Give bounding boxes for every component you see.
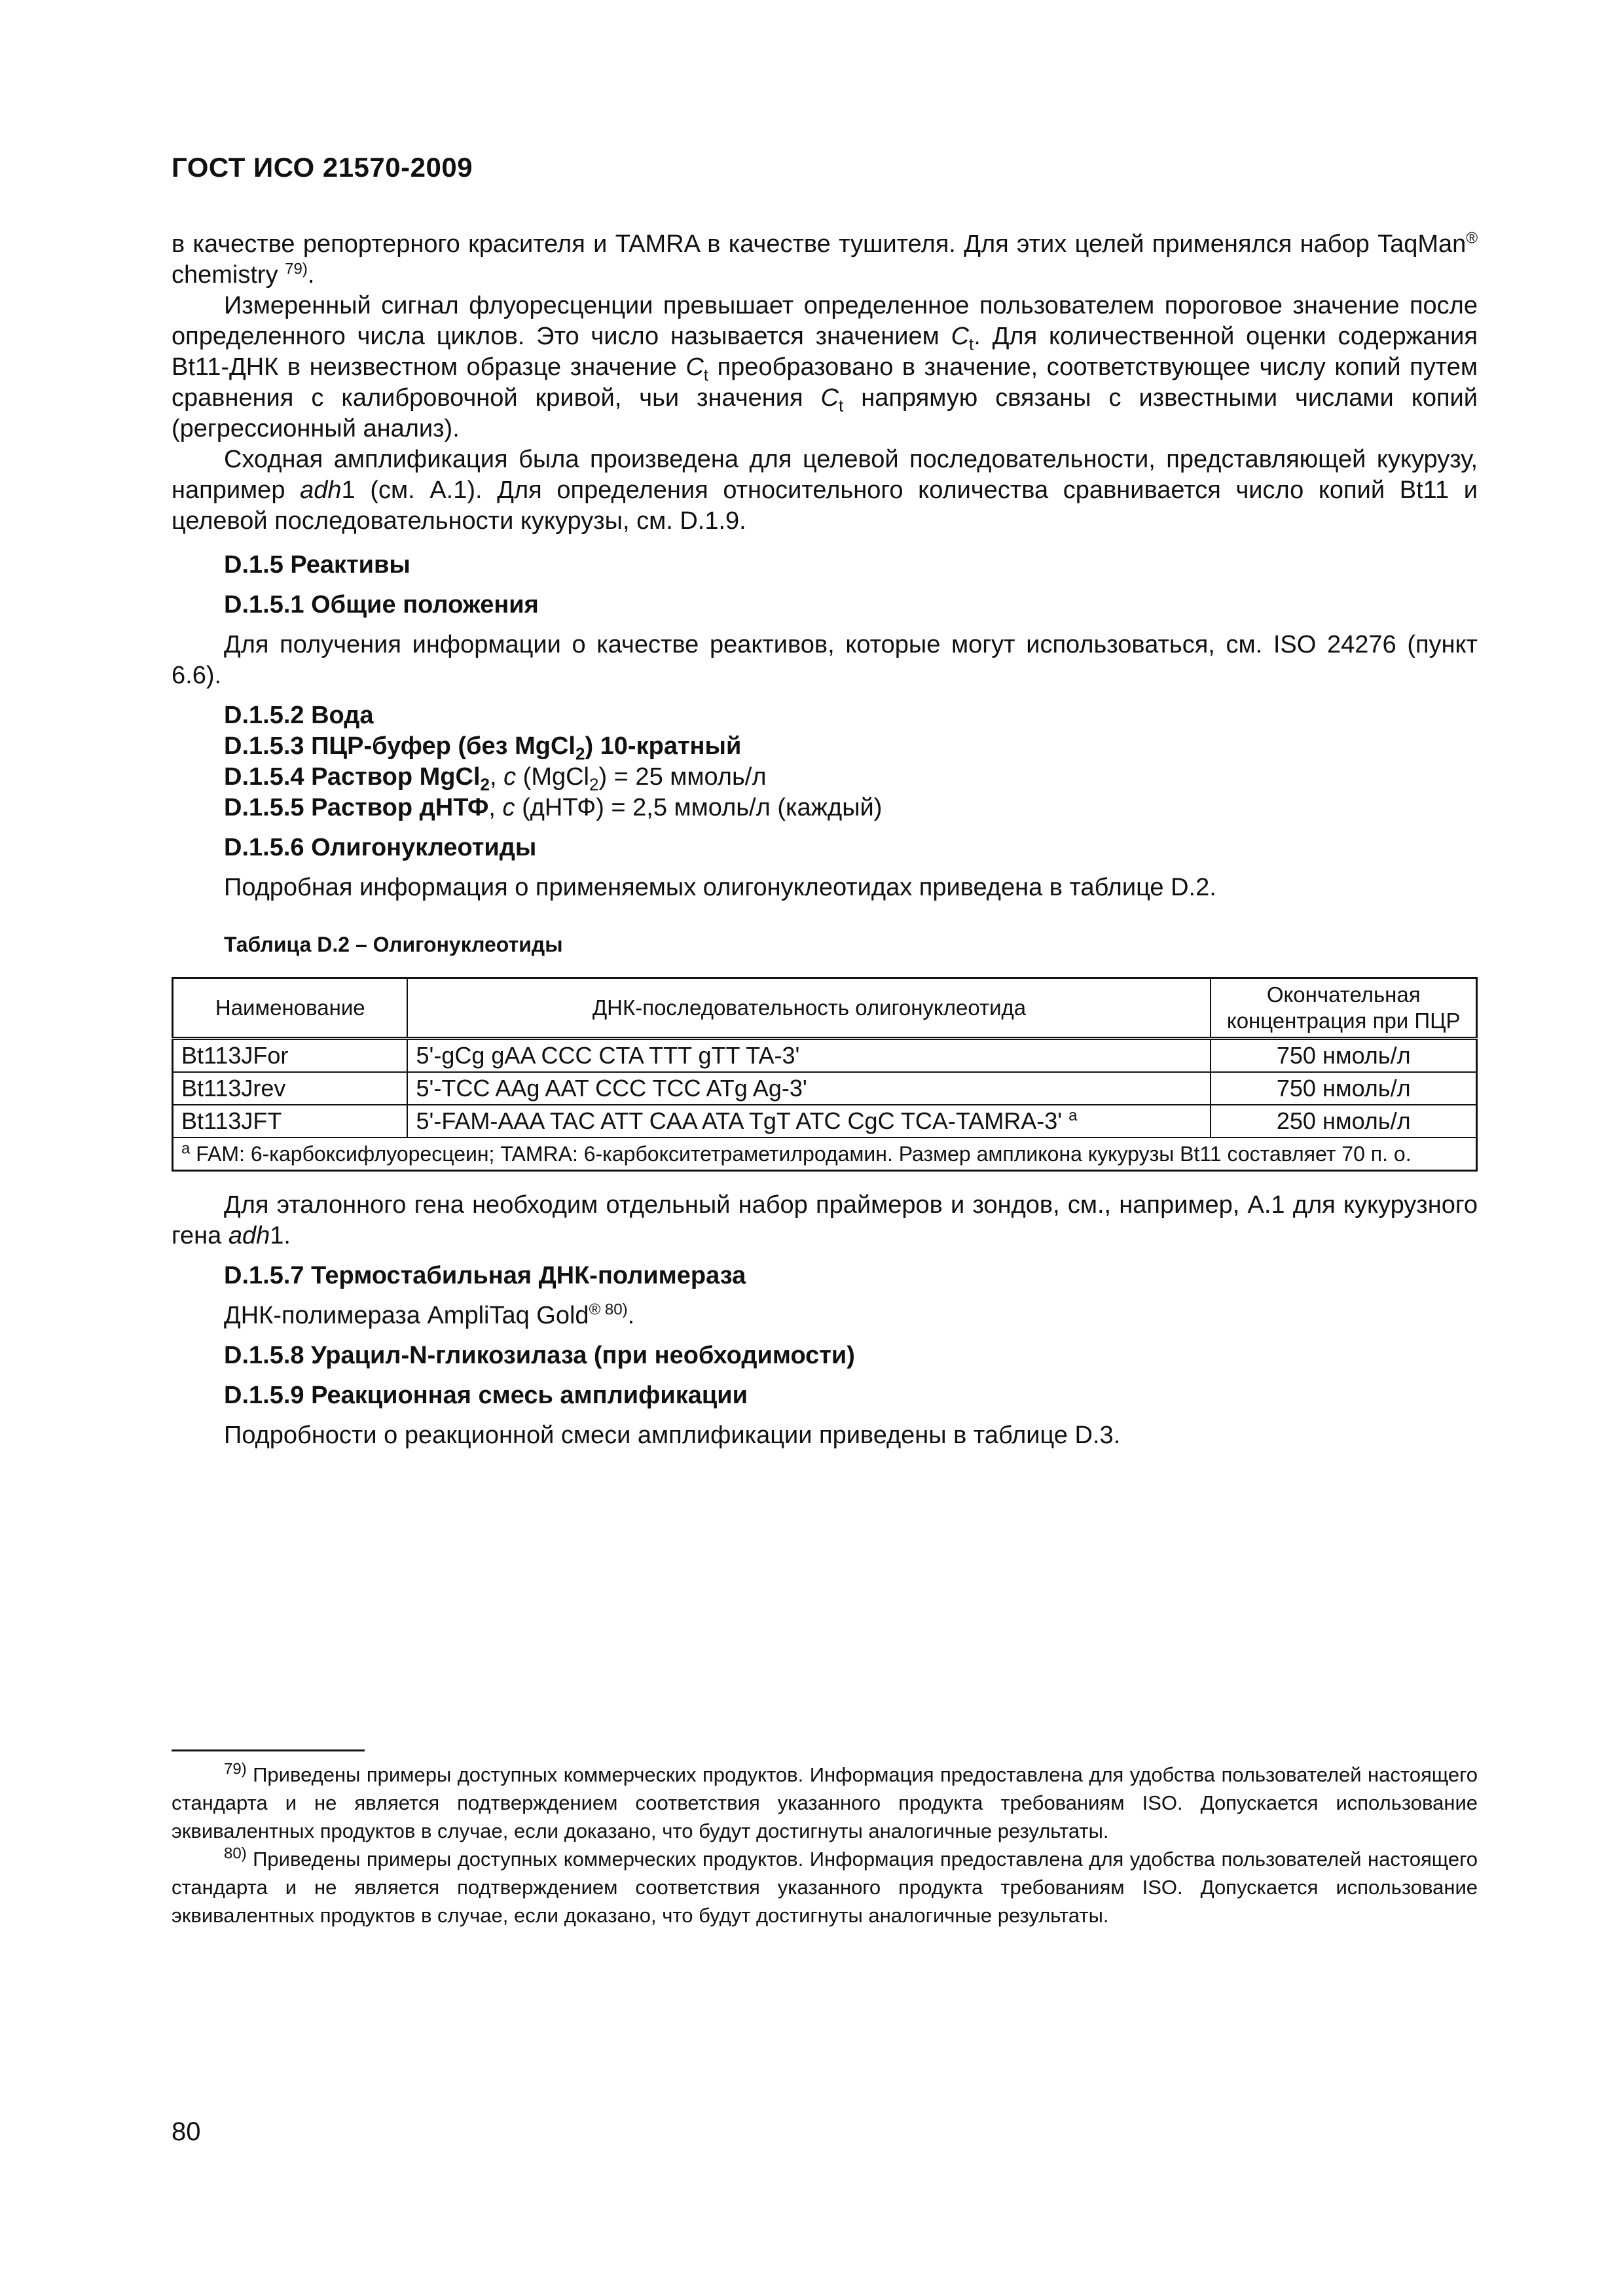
column-header-name: Наименование <box>173 978 408 1039</box>
section-heading-d15: D.1.5 Реактивы <box>224 551 410 579</box>
paragraph-intro-2: Измеренный сигнал флуоресценции превышает определенное пользователем пороговое значение после определенного числа циклов. Это число называется значением $C_t$. Для количественной оценки содержания Bt11-ДНК в неизвестном образце значение $C_t$ преобразовано в значение, соответствующее числу копий путем сравнения с калибровочной кривой, чьи значения $C_t$ напрямую связаны с известными числами копий (регрессионный анализ). <box>172 292 1478 442</box>
footnotes <box>172 1761 1478 1929</box>
section-heading-d158: D.1.5.8 Урацил-N-гликозилаза (при необходимости) <box>224 1342 855 1369</box>
table-header-row <box>173 978 1477 1039</box>
table-row <box>173 1039 1477 1073</box>
cell-name: Bt113JFor <box>173 1039 408 1073</box>
table-row <box>173 1105 1477 1138</box>
footnote-separator <box>172 1749 365 1751</box>
footnote-ref-79: 79) <box>285 260 308 278</box>
page-number: 80 <box>172 2117 201 2146</box>
section-heading-d151: D.1.5.1 Общие положения <box>224 591 539 619</box>
paragraph-after-table: Для эталонного гена необходим отдельный набор праймеров и зондов, см., например, А.1 для кукурузного гена adh1. <box>172 1191 1478 1249</box>
footnote-80: $^{80)}$ Приведены примеры доступных коммерческих продуктов. Информация предоставлена для удобства пользователей настоящего стандарта и не является подтверждением соответствия указанного продукта требованиям ISO. Допускается использование эквивалентных продуктов в случае, если доказано, что будут достигнуты аналогичные результаты. <box>172 1844 1478 1927</box>
footnote-ref-80: 80) <box>600 1300 628 1319</box>
paragraph-intro-3: Сходная амплификация была произведена для целевой последовательности, представляющей кукурузу, например adh1 (см. А.1). Для определения относительного количества сравнивается число копий Bt11 и целевой последовательности кукурузы, см. D.1.9. <box>172 446 1478 535</box>
cell-sequence: 5'-FAM-AAA TAC ATT CAA ATA TgT ATC CgC TCA-TAMRA-3' $^a$ <box>407 1105 1211 1138</box>
cell-sequence: 5'-gCg gAA CCC CTA TTT gTT TA-3' <box>407 1039 1211 1073</box>
cell-sequence: 5'-TCC AAg AAT CCC TCC ATg Ag-3' <box>407 1072 1211 1105</box>
paragraph-d151: Для получения информации о качестве реактивов, которые могут использоваться, см. ISO 24276 (пункт 6.6). <box>172 631 1478 689</box>
paragraph-intro-1: в качестве репортерного красителя и TAMRA в качестве тушителя. Для этих целей применялся набор TaqMan® chemistry $^{79)}$. <box>172 229 1478 289</box>
cell-concentration: 750 нмоль/л <box>1211 1039 1476 1073</box>
footnote-79: $^{79)}$ Приведены примеры доступных коммерческих продуктов. Информация предоставлена для удобства пользователей настоящего стандарта и не является подтверждением соответствия указанного продукта требованиям ISO. Допускается использование эквивалентных продуктов в случае, если доказано, что будут достигнуты аналогичные результаты. <box>172 1760 1478 1842</box>
document-header: ГОСТ ИСО 21570-2009 <box>172 152 473 183</box>
section-heading-d157: D.1.5.7 Термостабильная ДНК-полимераза <box>224 1262 746 1289</box>
table-row <box>173 1072 1477 1105</box>
cell-concentration: 750 нмоль/л <box>1211 1072 1476 1105</box>
main-content <box>172 229 1478 1451</box>
cell-name: Bt113Jrev <box>173 1072 408 1105</box>
oligonucleotide-table <box>172 977 1478 1172</box>
section-heading-d159: D.1.5.9 Реакционная смесь амплификации <box>224 1382 748 1409</box>
column-header-sequence: ДНК-последовательность олигонуклеотида <box>407 978 1211 1039</box>
section-heading-d153: D.1.5.3 ПЦР-буфер (без MgCl$_2$) 10-кратный <box>224 732 742 764</box>
cell-name: Bt113JFT <box>173 1105 408 1138</box>
table-note-row <box>173 1138 1477 1171</box>
table-caption: Таблица D.2 – Олигонуклеотиды <box>224 933 563 956</box>
section-heading-d155: D.1.5.5 Раствор дНТФ, c (дНТФ) = 2,5 ммоль/л (каждый) <box>224 794 883 821</box>
paragraph-d157: ДНК-полимераза AmpliTaq Gold® $^{80)}$. <box>224 1300 635 1329</box>
section-heading-d152: D.1.5.2 Вода <box>224 702 374 729</box>
cell-concentration: 250 нмоль/л <box>1211 1105 1476 1138</box>
table-note: $^a$ FAM: 6-карбоксифлуоресцеин; TAMRA: 6-карбокситетраметилродамин. Размер ампликона кукурузы Bt11 составляет 70 п. о. <box>173 1138 1477 1171</box>
paragraph-d156: Подробная информация о применяемых олигонуклеотидах приведена в таблице D.2. <box>224 874 1216 901</box>
column-header-concentration: Окончательная концентрация при ПЦР <box>1211 978 1476 1039</box>
section-heading-d154: D.1.5.4 Раствор MgCl$_2$, c (MgCl$_2$) = 25 ммоль/л <box>224 763 767 795</box>
paragraph-d159: Подробности о реакционной смеси амплификации приведены в таблице D.3. <box>224 1422 1121 1449</box>
section-heading-d156: D.1.5.6 Олигонуклеотиды <box>224 834 537 861</box>
